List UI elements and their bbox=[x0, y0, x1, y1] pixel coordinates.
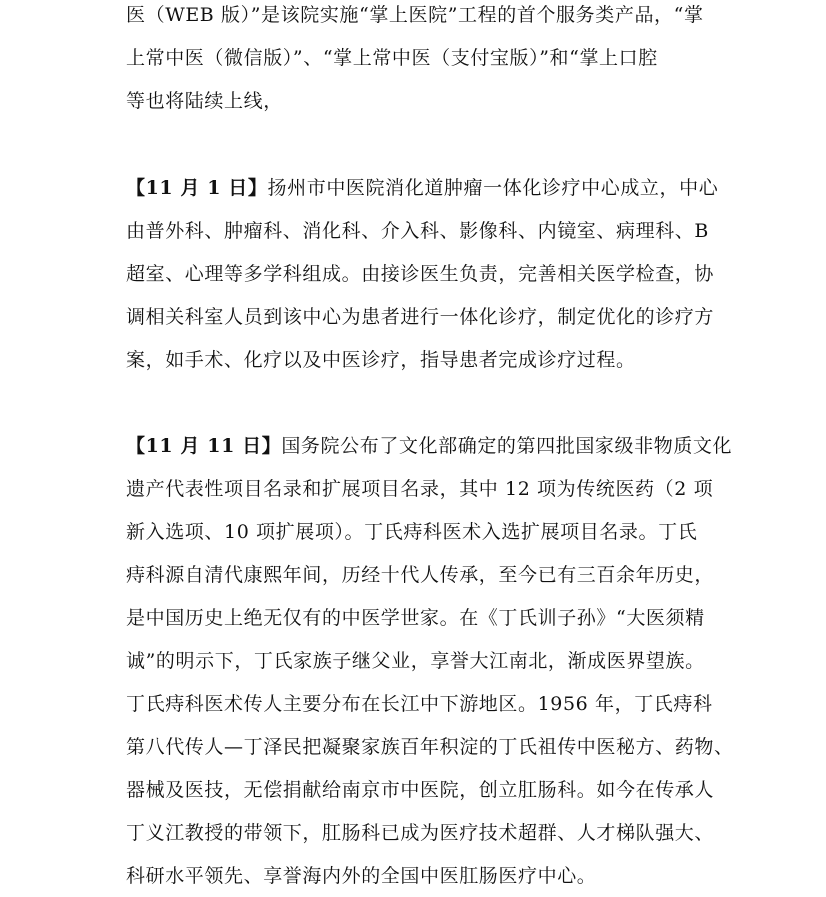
text-line: 上常中医（微信版）”、“掌上常中医（支付宝版）”和“掌上口腔 bbox=[126, 47, 658, 69]
text-line: 遗产代表性项目名录和扩展项目名录，其中 12 项为传统医药（2 项 bbox=[126, 478, 714, 500]
text-line: 医（WEB 版）”是该院实施“掌上医院”工程的首个服务类产品，“掌 bbox=[126, 4, 704, 26]
text-line: 调相关科室人员到该中心为患者进行一体化诊疗，制定优化的诊疗方 bbox=[126, 306, 715, 328]
text-line: 丁氏痔科医术传人主要分布在长江中下游地区。1956 年，丁氏痔科 bbox=[126, 693, 713, 715]
text-line: 痔科源自清代康熙年间，历经十代人传承，至今已有三百余年历史， bbox=[126, 564, 715, 586]
text-span: 扬州市中医院消化道肿瘤一体化诊疗中心成立，中心 bbox=[267, 177, 719, 199]
text-span: 国务院公布了文化部确定的第四批国家级非物质文化 bbox=[281, 435, 733, 457]
text-line bbox=[126, 176, 718, 200]
text-line: 等也将陆续上线， bbox=[126, 90, 283, 112]
text-line bbox=[126, 434, 732, 458]
text-line: 丁义江教授的带领下，肛肠科已成为医疗技术超群、人才梯队强大、 bbox=[126, 822, 715, 844]
text-line: 科研水平领先、享誉海内外的全国中医肛肠医疗中心。 bbox=[126, 865, 597, 887]
text-line: 器械及医技，无偿捐献给南京市中医院，创立肛肠科。如今在传承人 bbox=[126, 779, 715, 801]
text-line: 新入选项、10 项扩展项）。丁氏痔科医术入选扩展项目名录。丁氏 bbox=[126, 521, 698, 543]
text-line: 由普外科、肿瘤科、消化科、介入科、影像科、内镜室、病理科、B bbox=[126, 220, 709, 242]
date-heading: 【11 月 1 日】 bbox=[126, 177, 268, 199]
text-line: 诚”的明示下，丁氏家族子继父业，享誉大江南北，渐成医界望族。 bbox=[126, 650, 705, 672]
text-line: 是中国历史上绝无仅有的中医学世家。在《丁氏训子孙》“大医须精 bbox=[126, 607, 705, 629]
date-heading: 【11 月 11 日】 bbox=[126, 435, 282, 457]
text-line: 第八代传人—丁泽民把凝聚家族百年积淀的丁氏祖传中医秘方、药物、 bbox=[126, 736, 734, 758]
text-line: 超室、心理等多学科组成。由接诊医生负责，完善相关医学检查，协 bbox=[126, 263, 715, 285]
text-line: 案，如手术、化疗以及中医诊疗，指导患者完成诊疗过程。 bbox=[126, 349, 636, 371]
